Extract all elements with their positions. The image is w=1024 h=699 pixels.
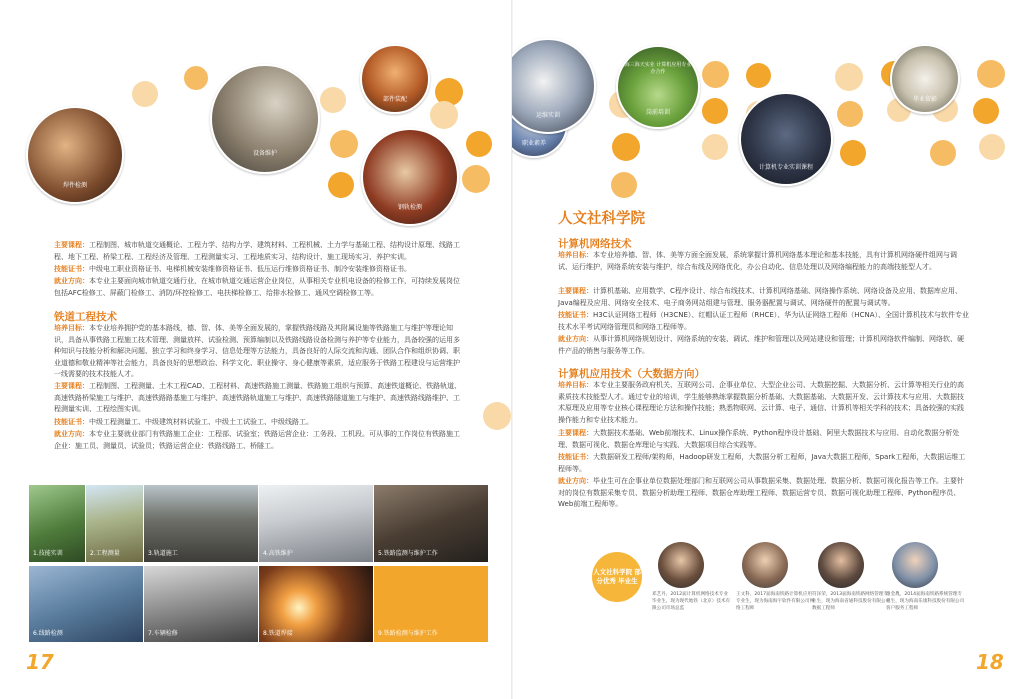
mech-certs: 技能证书：中级电工职业资格证书、电梯机械安装维修资格证书、低压运行维修资格证书、制冷安装维修资格证书。 [54,265,411,273]
alumni-desc: 邓艺丹，2012届计算机网络技术专业毕业生，现为现代地铁（北京）技术有限公司市场总监 [652,592,731,611]
photo-caption: 计算机专业实训课程 [758,164,813,172]
rail-section-title: 铁道工程技术 [54,311,117,323]
gallery-caption: 6.线路检测 [33,630,63,637]
net-goal: 培养目标：本专业培养德、智、体、美等方面全面发展，系统掌握计算机网络基本理论和基本技能，具有计算机网络硬件组网与调试、运行维护，网络系统安装与维护，综合布线及网络优化，办公自动化、信息处理以及网络编程能力的高端技能型人才。 [558,251,957,271]
net-certs: 技能证书：H3C认证网络工程师（H3CNE）、红帽认证工程师（RHCE）、华为认证网络工程师（HCNA）、全国计算机技术与软件专业技术水平考试网络管理员和网络工程师等。 [558,311,969,331]
gallery-caption: 4.高铁维护 [263,550,293,557]
gallery-caption: 3.轨道施工 [148,550,178,557]
rail-goal: 培养目标：本专业培养拥护党的基本路线，德、智、体、美等全面发展的，掌握铁路线路及其附属设施等铁路施工与维护等理论知识，具备从事铁路工程施工技术管理、测量放样、试验检测、预算编制以及铁路线路设备检测与养护等专业能力，具备较强的运用多种知识与技能分析和解决问题、独立学习和终身学习、信息处理等方法能力，具备良好的人际交流和沟通、团队合作和组织协调、职业道德和敬业精神等社会能力，具备良好的思想政治、科学文化、职业操守、身心健康等素质，适应服务于铁路工程建设与运营维护一线需要的技术技能人才。 [54,324,460,378]
alumni-desc: 符泽荣，2013届海南铁路网络管理专业生，现为海南省通科技股份有限公司数据工程师 [812,592,891,611]
alumni-badge: 人文社科学院 部分优秀 毕业生 [592,552,642,602]
decor-dot [462,165,490,193]
mech-courses: 主要课程：工程制图、城市轨道交通概论、工程力学、结构力学、建筑材料、工程机械、土力学与基础工程、结构设计原理、线路工程、地下工程、桥梁工程、工程经济及管理、工程测量实习、工程地质实习、结构设计、施工现场实习、养护实训。 [54,241,460,261]
photo-circle-graduation [890,44,960,114]
decor-dot [430,101,458,129]
alumni-card [886,542,966,612]
net-courses: 主要课程：计算机基础、应用数学、C程序设计、综合布线技术、计算机网络基础、网络操作系统、网络设备及应用、数据库应用、Java编程及应用、网络安全技术、电子商务网站组建与管理、服务器配置与调试、网络硬件的配置与调试等。 [558,287,962,307]
bigdata-section-title: 计算机应用技术（大数据方向） [558,368,705,380]
gallery-caption: 2.工程测量 [90,550,120,557]
decor-dot [483,402,511,430]
alumni-desc: 王文科，2017届海南铁路计算机应用专业生，现为海南海宇软件有限公司网络工程师 [736,592,815,611]
photo-caption: 运维实训 [535,112,560,120]
alumni-card [652,542,732,612]
photo-circle-equipment-maintenance [210,64,320,174]
decor-dot [702,134,728,160]
decor-dot [930,140,956,166]
dept-title: 人文社科学院 [558,211,645,227]
decor-dot [132,81,158,107]
decor-dot [973,98,999,124]
alumni-card [736,542,816,612]
alumni-card [812,542,892,612]
decor-dot [979,134,1005,160]
page-number-right: 18 [976,650,1004,674]
mech-jobs: 就业方向：本专业主要面向城市轨道交通行业，在城市轨道交通运营企业岗位，从事相关专业机电设备的检修工作，可持续发展岗位包括AFC检修工、屏蔽门检修工、消防/环控检修工、电扶梯检修工、给排水检修工、通风空调检修工等。 [54,277,460,297]
decor-dot [611,172,637,198]
bigdata-certs: 技能证书：大数据研发工程师/架构师，Hadoop研发工程师，大数据分析工程师，Java大数据工程师，Spark工程师，大数据运维工程师等。 [558,453,966,473]
decor-dot [840,140,866,166]
gallery-photo [259,485,373,562]
photo-caption: 职业素养 [521,140,546,148]
banner-text: 北海三海天实业 计算机应用专业校企合作 [619,62,697,76]
photo-circle-pre-job-training [616,45,700,129]
decor-dot [702,98,728,124]
photo-circle-welding-inspection [26,106,124,204]
decor-dot [320,87,346,113]
alumni-desc: 谢金胤，2014届海南铁路系统管理专业生，现为海南乐康科技股份有限公司客户服务工程师 [886,592,965,611]
rail-courses: 主要课程：工程制图、工程测量、土木工程CAD、工程材料、高速铁路施工测量、铁路施工组织与预算、高速铁道概论、铁路轨道、高速铁路桥梁施工与维护、高速铁路路基施工与维护、高速铁路轨道施工与维护、高速铁路隧道施工与维护、高速铁路线路维护、工程测量实训、工程绘图实训。 [54,382,462,413]
gallery-caption: 7.车辆检修 [148,630,178,637]
gallery-orange-block [374,566,488,642]
gallery-caption: 1.技能实训 [33,550,63,557]
photo-caption: 部件装配 [382,95,407,103]
bigdata-jobs: 就业方向：毕业生可在企事业单位数据处理部门和互联网公司从事数据采集、数据处理、数据分析、数据可视化报告等工作。主要针对的岗位有数据采集专员、数据分析助理工程师、数据仓库助理工程师、数据运营专员、数据可视化助理工程师、Python程序员、Web前端工程师等。 [558,477,964,508]
gallery-photo [144,566,258,642]
gallery-photo [374,485,488,562]
photo-circle-practical-teaching [739,92,833,186]
decor-dot [837,101,863,127]
photo-caption: 岗前培训 [645,108,670,116]
rail-jobs: 就业方向：本专业主要就业部门有铁路施工企业：工程部、试验室；铁路运营企业：工务段、工机段。可从事的工作岗位有铁路施工企业：施工员、测量员、试验员；铁路运营企业：铁路线路工、桥隧工。 [54,430,460,450]
decor-dot [977,60,1005,88]
gallery-photo [144,485,258,562]
gallery-photo [259,566,373,642]
bigdata-courses: 主要课程：大数据技术基础、Web前端技术、Linux操作系统、Python程序设计基础、阿里大数据技术与应用、自动化数据分析处理、数据可视化、数据仓库理论与实践、大数据项目综合实践等。 [558,429,960,449]
decor-dot [184,66,208,90]
alumni-photo [742,542,788,588]
decor-dot [746,63,771,88]
photo-caption: 毕业留影 [912,95,937,103]
gallery-photo [29,485,85,562]
alumni-photo [892,542,938,588]
photo-circle-part-assembly [360,44,430,114]
gallery-caption: 5.铁路监测与维护工作 [378,550,438,557]
page-number-left: 17 [26,650,54,674]
net-jobs: 就业方向：从事计算机网络规划设计、网络系统的安装、调试、维护和管理以及网站建设和管理；计算机网络软件编制、网络软、硬件产品的销售与服务等工作。 [558,335,964,355]
bigdata-goal: 培养目标：本专业主要服务政府机关、互联网公司、企事业单位、大型企业公司、大数据挖掘、大数据分析、云计算等相关行业的高素质技术技能型人才。通过专业的培训，学生能够熟练掌握数据分析基础、大数据基础、大数据开发、云计算技术与应用、大数据技术原理及应用等专业核心课程理论方法和操作技能；熟悉物联网、云计算、电子、通信、计算机等相关学科的技术；具备较强的实践操作能力和专业技术能力。 [558,381,964,424]
gallery-photo [86,485,143,562]
gallery-photo [29,566,143,642]
gallery-caption: 9.铁路检测与维护工作 [378,630,438,637]
photo-circle-operation-training [512,38,596,134]
alumni-photo [658,542,704,588]
photo-circle-rail-inspection [361,128,459,226]
photo-caption: 设备维护 [252,150,277,158]
decor-dot [330,130,358,158]
photo-caption: 焊件检测 [62,181,87,189]
decor-dot [328,172,354,198]
right-page [512,0,1024,699]
decor-dot [612,133,640,161]
gallery-caption: 8.铁道焊接 [263,630,293,637]
decor-dot [466,131,492,157]
decor-dot [702,61,729,88]
alumni-photo [818,542,864,588]
decor-dot [835,63,863,91]
net-section-title: 计算机网络技术 [558,238,632,250]
rail-certs: 技能证书：中级工程测量工、中级建筑材料试验工、中级土工试验工、中级线路工。 [54,418,313,426]
photo-caption: 钢轨检测 [397,203,422,211]
